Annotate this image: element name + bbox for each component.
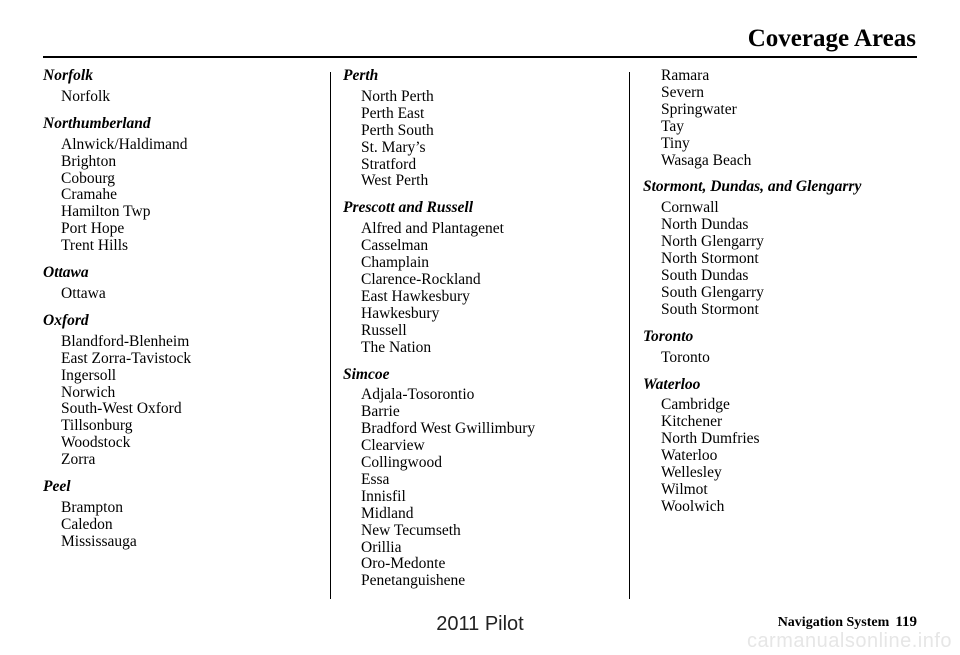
town-item: North Stormont	[661, 250, 759, 268]
town-item: Collingwood	[361, 454, 442, 472]
town-item: North Dumfries	[661, 430, 760, 448]
watermark-label: 2011 Pilot	[436, 613, 524, 635]
town-item: Tay	[661, 117, 685, 135]
county-heading: Toronto	[643, 327, 694, 345]
coverage-column-1	[43, 68, 191, 551]
county-heading: Norfolk	[43, 67, 93, 84]
county-heading: Waterloo	[643, 375, 701, 393]
county-heading: Stormont, Dundas, and Glengarry	[643, 178, 862, 196]
column-divider	[629, 72, 630, 599]
town-list	[43, 500, 191, 551]
town-item: Barrie	[361, 403, 400, 421]
town-item: Alnwick/Haldimand	[61, 135, 188, 153]
town-item: Hawkesbury	[361, 304, 440, 322]
town-item: Clearview	[361, 437, 425, 455]
town-item: Orillia	[361, 538, 402, 556]
town-item: Brighton	[61, 152, 117, 170]
town-item: Penetanguishene	[361, 572, 466, 590]
town-item: West Perth	[361, 172, 429, 190]
town-item: Woodstock	[61, 434, 131, 452]
town-item: Severn	[661, 83, 705, 101]
town-item: Blandford-Blenheim	[61, 332, 190, 350]
town-item: Trent Hills	[61, 237, 129, 255]
town-item: Norwich	[61, 383, 116, 401]
county-heading: Prescott and Russell	[343, 199, 474, 217]
town-item: North Perth	[361, 87, 434, 105]
town-item: Stratford	[361, 155, 417, 173]
town-item: New Tecumseth	[361, 521, 461, 539]
town-list	[43, 334, 191, 469]
town-item: Norfolk	[61, 87, 111, 105]
town-item: Innisfil	[361, 487, 406, 505]
county-heading: Northumberland	[43, 114, 151, 132]
town-item: Ingersoll	[61, 366, 117, 384]
town-item: South Dundas	[661, 266, 749, 284]
town-item: Mississauga	[61, 532, 137, 550]
coverage-column-3	[643, 68, 861, 516]
town-list	[343, 221, 535, 356]
town-item: South-West Oxford	[61, 400, 182, 418]
town-item: Russell	[361, 321, 407, 339]
coverage-column-2	[343, 68, 535, 590]
town-item: Port Hope	[61, 220, 125, 238]
town-item: East Zorra-Tavistock	[61, 349, 192, 367]
town-item: Woolwich	[661, 497, 725, 515]
town-item: The Nation	[361, 338, 432, 356]
county-heading: Ottawa	[43, 264, 89, 282]
column-divider	[330, 72, 331, 599]
town-item: Ramara	[661, 67, 710, 84]
town-item: Toronto	[661, 348, 710, 366]
town-item: Wellesley	[661, 464, 722, 482]
town-item: South Stormont	[661, 300, 759, 318]
town-item: Cornwall	[661, 199, 719, 217]
town-item: Alfred and Plantagenet	[361, 220, 504, 238]
town-list	[643, 397, 861, 515]
county-heading: Peel	[43, 478, 71, 496]
town-list	[343, 89, 535, 190]
town-item: Perth East	[361, 104, 425, 122]
town-item: Tiny	[661, 134, 690, 152]
footer-section: Navigation System	[777, 615, 890, 630]
town-item: Oro-Medonte	[361, 555, 446, 573]
town-item: Zorra	[61, 451, 96, 469]
town-item: North Dundas	[661, 216, 749, 234]
watermark-site: carmanualsonline.info	[746, 630, 952, 652]
town-list	[643, 350, 861, 367]
town-item: Tillsonburg	[61, 417, 133, 435]
county-heading: Oxford	[43, 311, 89, 329]
town-item: Perth South	[361, 121, 434, 139]
town-item: Springwater	[661, 100, 737, 118]
county-heading: Perth	[343, 67, 379, 84]
town-item: Essa	[361, 470, 390, 488]
town-item: Cambridge	[661, 396, 730, 414]
town-item: Cramahe	[61, 186, 117, 204]
town-list	[43, 137, 191, 255]
town-item: Cobourg	[61, 169, 115, 187]
town-list	[43, 286, 191, 303]
town-item: North Glengarry	[661, 233, 764, 251]
town-list	[643, 200, 861, 318]
town-item: Clarence-Rockland	[361, 270, 481, 288]
town-list	[43, 89, 191, 106]
town-item: Wilmot	[661, 480, 708, 498]
town-item: Adjala-Tosorontio	[361, 386, 475, 404]
town-item: Casselman	[361, 237, 429, 255]
town-item: Hamilton Twp	[61, 203, 151, 221]
town-item: Bradford West Gwillimbury	[361, 420, 536, 438]
town-item: Wasaga Beach	[661, 151, 752, 169]
town-item: St. Mary’s	[361, 138, 426, 156]
town-item: Champlain	[361, 254, 430, 272]
town-item: Midland	[361, 504, 414, 522]
town-list	[343, 387, 535, 590]
town-item: South Glengarry	[661, 283, 764, 301]
town-item: Waterloo	[661, 447, 718, 465]
page-number: 119	[895, 614, 917, 630]
page-title: Coverage Areas	[747, 25, 916, 52]
county-heading: Simcoe	[343, 365, 390, 383]
town-item: Brampton	[61, 498, 123, 516]
town-item: East Hawkesbury	[361, 287, 470, 305]
town-item: Caledon	[61, 515, 113, 533]
town-item: Kitchener	[661, 413, 723, 431]
town-item: Ottawa	[61, 284, 106, 302]
continued-town-list	[643, 68, 861, 169]
title-rule	[43, 56, 917, 58]
